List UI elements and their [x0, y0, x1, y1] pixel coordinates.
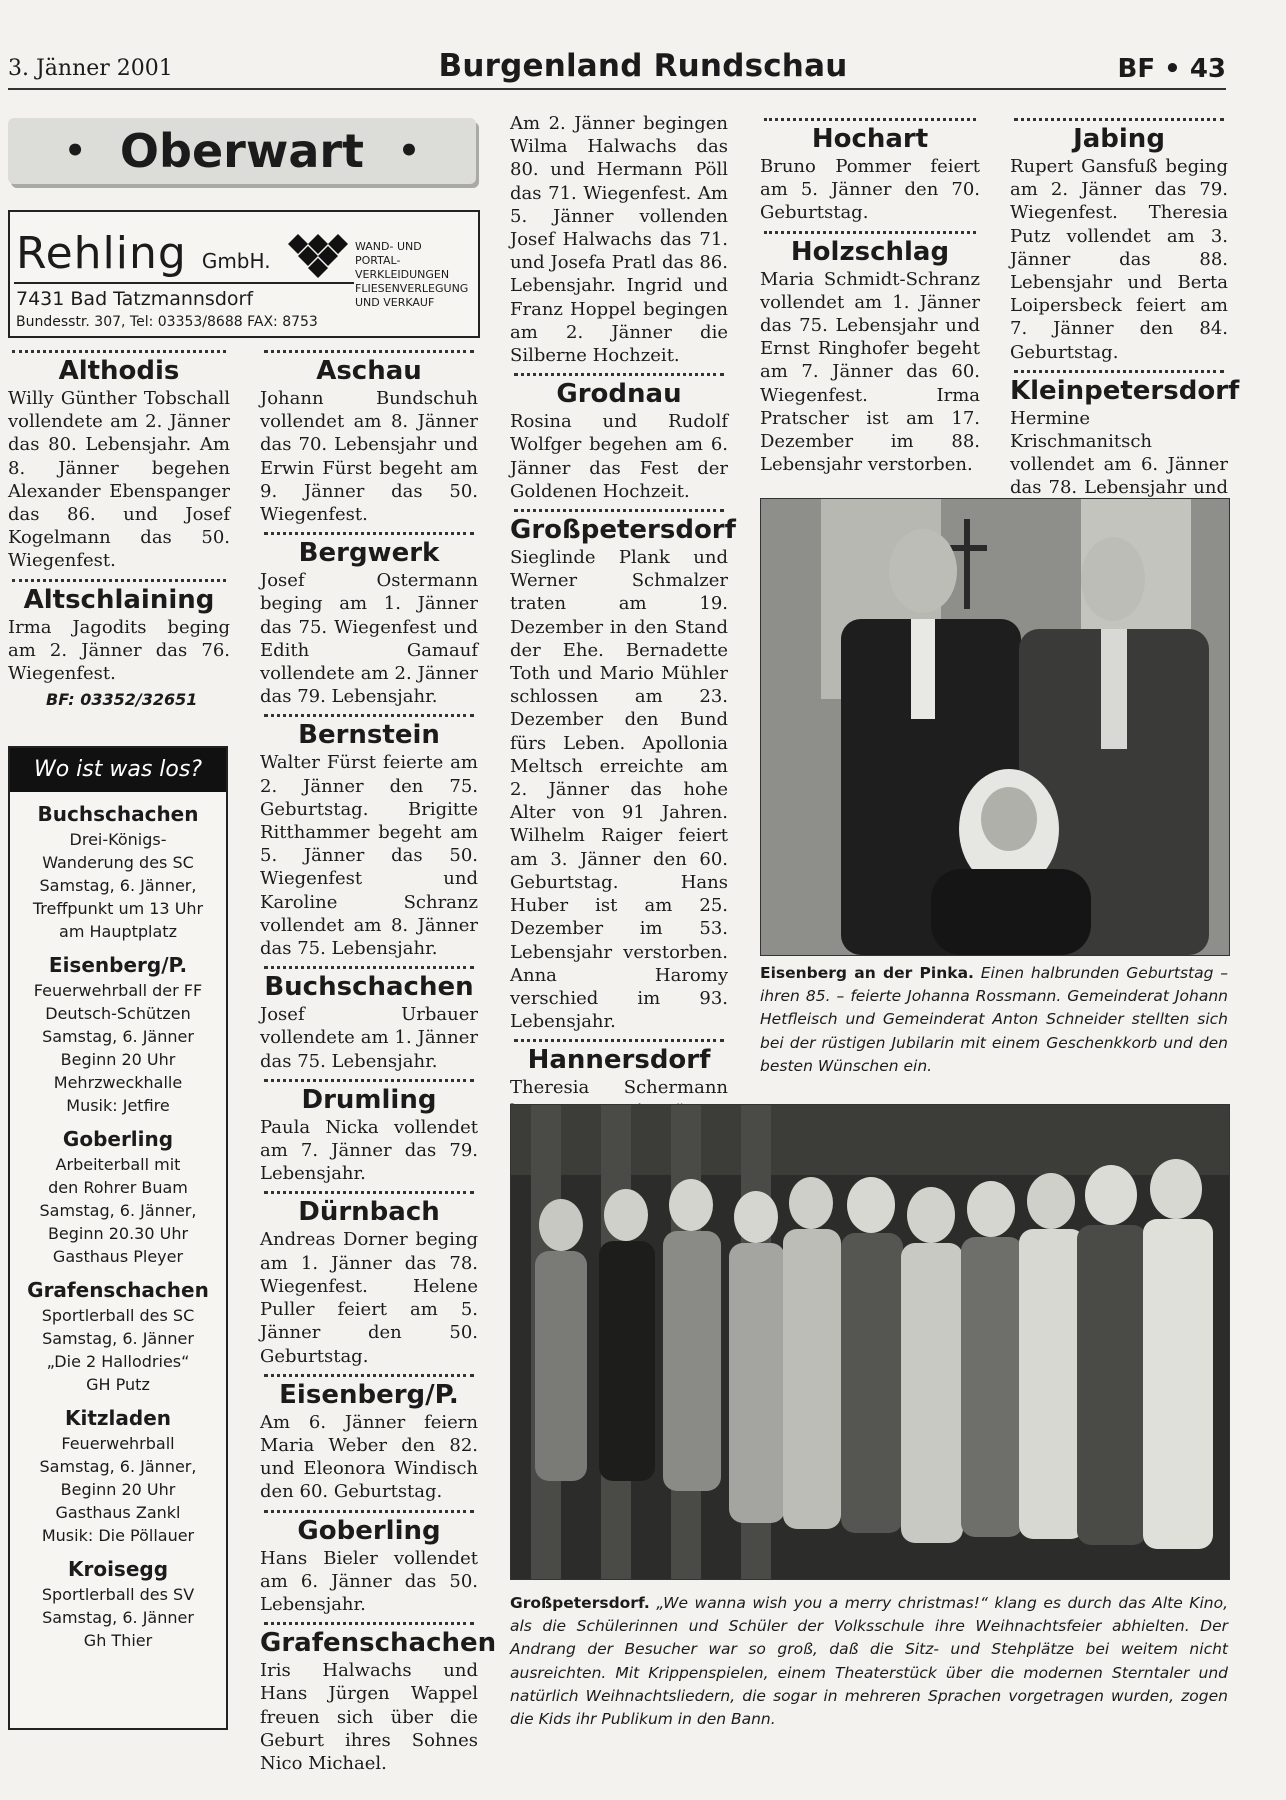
article-title: Bernstein — [298, 720, 440, 751]
dotted-divider — [264, 1191, 474, 1194]
event-detail: Samstag, 6. Jänner, — [39, 1201, 197, 1220]
column-2 — [260, 344, 497, 1775]
caption-text: Einen halbrunden Geburtstag – ihren 85. – feierte Johanna Rossmann. Gemeinderat Johann Hetfleisch und Gemeinderat Anton Schneider stellten sich bei der rüstigen Jubilarin mit einem Geschenkkorb und den besten Wünschen ein. — [760, 964, 1228, 1075]
article-title: Dürnbach — [298, 1197, 440, 1228]
dotted-divider — [514, 373, 724, 376]
event-detail: GH Putz — [86, 1375, 150, 1394]
column-3 — [510, 112, 736, 1146]
article-title: Eisenberg/P. — [279, 1379, 459, 1410]
dotted-divider — [12, 579, 226, 582]
event-detail: Wanderung des SC — [42, 853, 194, 872]
article-title: Buchschachen — [264, 972, 474, 1003]
event-item — [10, 951, 226, 1117]
dotted-divider — [514, 1039, 724, 1042]
article-grafenschachen — [260, 1622, 497, 1775]
article-body: Paula Nicka vollendet am 7. Jänner das 79. Lebensjahr. — [260, 1116, 478, 1185]
article-grodnau — [510, 373, 728, 503]
article-title: Althodis — [58, 356, 180, 386]
ad-services: WAND- UND PORTAL- VERKLEIDUNGEN FLIESENVERLEGUNG UND VERKAUF — [355, 240, 469, 309]
dotted-divider — [12, 350, 226, 353]
event-detail: Samstag, 6. Jänner — [42, 1329, 194, 1348]
article-title: Altschlaining — [23, 584, 215, 615]
caption-lead: Großpetersdorf. — [510, 1594, 650, 1612]
dotted-divider — [764, 231, 976, 234]
banner-bullet-right: • — [398, 131, 420, 171]
event-place: Eisenberg/P. — [48, 953, 188, 977]
article-body: Am 6. Jänner feiern Maria Weber den 82. und Eleonora Windisch den 60. Geburtstag. — [260, 1411, 478, 1503]
dotted-divider — [264, 350, 474, 353]
article-goberling — [260, 1510, 478, 1617]
dotted-divider — [264, 714, 474, 717]
event-detail: Arbeiterball mit — [55, 1155, 181, 1174]
article-aschau — [260, 350, 478, 526]
dotted-divider — [514, 509, 724, 512]
event-detail: Gasthaus Zankl — [55, 1503, 181, 1522]
header-rule — [8, 88, 1226, 90]
article-title: Bergwerk — [298, 538, 440, 569]
choir-photo-image — [511, 1105, 1229, 1579]
caption-birthday — [760, 962, 1228, 1078]
article-title: Holzschlag — [790, 236, 950, 267]
article-hochart — [760, 118, 980, 225]
event-detail: „Die 2 Hallodries“ — [46, 1352, 190, 1371]
event-detail: den Rohrer Buam — [48, 1178, 188, 1197]
article-title: Großpetersdorf — [510, 515, 736, 546]
article-body: Walter Fürst feierte am 2. Jänner den 75. Geburtstag. Brigitte Ritthammer begeht am 5. Jänner das 50. Wiegenfest und Karoline Schranz vollendet am 8. Jänner das 75. Lebensjahr. — [260, 752, 478, 960]
event-detail: Sportlerball des SV — [41, 1585, 195, 1604]
event-place: Kroisegg — [67, 1557, 169, 1581]
article-body: Bruno Pommer feiert am 5. Jänner den 70. Geburtstag. — [760, 156, 980, 224]
article-bergwerk — [260, 532, 478, 708]
article-body: Andreas Dorner beging am 1. Jänner das 78. Wiegenfest. Helene Puller feiert am 5. Jänner den 50. Geburtstag. — [260, 1229, 478, 1367]
article-dürnbach — [260, 1191, 478, 1367]
banner-title: Oberwart — [119, 124, 365, 178]
event-place: Grafenschachen — [27, 1278, 209, 1302]
event-item — [10, 1404, 226, 1547]
event-detail: Musik: Die Pöllauer — [41, 1526, 195, 1545]
birthday-photo-image — [761, 499, 1229, 955]
event-item — [10, 1276, 226, 1396]
article-body: Josef Urbauer vollendete am 1. Jänner das 75. Lebensjahr. — [260, 1004, 478, 1072]
event-detail: Treffpunkt um 13 Uhr — [32, 899, 204, 918]
article-title: Goberling — [297, 1515, 441, 1546]
article-body: Theresia Schermann — [510, 1077, 728, 1099]
event-place: Kitzladen — [64, 1406, 172, 1430]
article-altschlaining — [8, 579, 230, 686]
event-place: Goberling — [62, 1127, 174, 1151]
event-detail: Feuerwehrball der FF — [33, 981, 203, 1000]
article-buchschachen — [260, 966, 478, 1073]
article-body: Maria Schmidt-Schranz vollendet am 1. Jänner das 75. Lebensjahr und Ernst Ringhofer begeht am 7. Jänner das 60. Wiegenfest. Irma Pratscher ist am 17. Dezember im 88. Lebensjahr verstorben. — [760, 268, 980, 476]
event-detail: Musik: Jetfire — [66, 1096, 170, 1115]
article-body-continued: Am 2. Jänner begingen Wilma Halwachs das 80. und Hermann Pöll das 71. Wiegenfest. Am 5. Jänner vollenden Josef Halwachs das 71. und Josefa Pratl das 86. Lebensjahr. Ingrid und Franz Hoppel begingen am 2. Jänner die Silberne Hochzeit. — [510, 113, 728, 367]
issue-date: 3. Jänner 2001 — [8, 56, 173, 81]
article-body: Johann Bundschuh vollendet am 8. Jänner das 70. Lebensjahr und Erwin Fürst begeht am 9. Jänner das 50. Wiegenfest. — [260, 388, 478, 526]
events-title: Wo ist was los? — [10, 748, 226, 792]
event-detail: Sportlerball des SC — [41, 1306, 195, 1325]
ad-address: Bundesstr. 307, Tel: 03353/8688 FAX: 8753 — [16, 314, 318, 330]
dotted-divider — [264, 966, 474, 969]
event-detail: Samstag, 6. Jänner, — [39, 1457, 197, 1476]
photo-birthday — [760, 498, 1230, 956]
rehling-advertisement — [8, 210, 480, 338]
phone-number: BF: 03352/32651 — [46, 690, 198, 709]
ad-divider — [14, 282, 354, 284]
photo-school-choir — [510, 1104, 1230, 1580]
event-detail: Mehrzweckhalle — [53, 1073, 183, 1092]
event-detail: Beginn 20 Uhr — [60, 1050, 176, 1069]
article-body: Rosina und Rudolf Wolfger begehen am 6. Jänner das Fest der Goldenen Hochzeit. — [510, 411, 728, 502]
ad-city: 7431 Bad Tatzmannsdorf — [16, 288, 254, 310]
article-body: Rupert Gansfuß beging am 2. Jänner das 79. Wiegenfest. Theresia Putz vollendet am 3. Jänner das 88. Lebensjahr und Berta Loipersbeck feiert am 7. Jänner den 84. Geburtstag. — [1010, 156, 1228, 363]
dotted-divider — [264, 1374, 474, 1377]
events-list — [10, 800, 226, 1652]
banner-bullet-left: • — [64, 131, 86, 171]
article-title: Jabing — [1073, 124, 1165, 154]
dotted-divider — [264, 532, 474, 535]
article-title: Kleinpetersdorf — [1010, 375, 1240, 406]
event-place: Buchschachen — [37, 802, 199, 826]
article-title: Grodnau — [556, 379, 682, 410]
dotted-divider — [264, 1510, 474, 1513]
article-body: Willy Günther Tobschall vollendete am 2. Jänner das 80. Lebensjahr. Am 8. Jänner begehen Alexander Ebenspanger das 86. und Josef Kogelmann das 50. Wiegenfest. — [8, 388, 230, 572]
article-drumling — [260, 1079, 478, 1186]
diamond-logo-icon — [288, 234, 348, 278]
event-item — [10, 800, 226, 943]
caption-text: „We wanna wish you a merry christmas!“ klang es durch das Alte Kino, als die Schülerinnen und Schüler der Volksschule ihre Weihnachtsfeier abhielten. Der Andrang der Besucher war so groß, daß die Sitz- und Stehplätze bei weitem nicht ausreichten. Mit Krippenspielen, einem Theaterstück über die modernen Sterntaler und natürlich Weihnachtsliedern, die sogar in mehreren Sprachen vorgetragen wurden, zogen die Kids ihr Publikum in den Bann. — [510, 1594, 1228, 1729]
ad-company-suffix: GmbH. — [201, 249, 271, 273]
article-title: Hannersdorf — [527, 1045, 711, 1076]
region-banner — [8, 118, 476, 184]
event-detail: Beginn 20 Uhr — [60, 1480, 176, 1499]
event-detail: Drei-Königs- — [69, 830, 167, 849]
article-eisenberg-p — [260, 1374, 478, 1504]
column-1 — [8, 344, 230, 685]
article-großpetersdorf — [510, 509, 736, 1033]
article-title: Grafenschachen — [260, 1628, 497, 1659]
article-holzschlag — [760, 231, 980, 477]
dotted-divider — [1014, 118, 1224, 121]
dotted-divider — [764, 118, 976, 121]
article-body: Sieglinde Plank und Werner Schmalzer traten am 19. Dezember in den Stand der Ehe. Bernadette Toth und Mario Mühler schlossen am 23. Dezember den Bund fürs Leben. Apollonia Meltsch erreichte am 2. Jänner das hohe Alter von 91 Jahren. Wilhelm Raiger feiert am 3. Jänner den 60. Geburtstag. Hans Huber ist am 25. Dezember im 53. Lebensjahr verstorben. Anna Haromy verschied im 93. Lebensjahr. — [510, 547, 728, 1033]
article-title: Hochart — [811, 124, 929, 154]
article-althodis — [8, 350, 230, 573]
events-box — [8, 746, 228, 1730]
article-bernstein — [260, 714, 478, 960]
event-detail: Gh Thier — [83, 1631, 153, 1650]
article-body: Josef Ostermann beging am 1. Jänner das 75. Wiegenfest und Edith Gamauf vollendete am 2. Jänner das 79. Lebensjahr. — [260, 570, 478, 708]
event-item — [10, 1125, 226, 1268]
article-body: Iris Halwachs und Hans Jürgen Wappel freuen sich über die Geburt ihres Sohnes Nico Michael. — [260, 1660, 478, 1774]
event-detail: Samstag, 6. Jänner — [42, 1027, 194, 1046]
event-detail: am Hauptplatz — [59, 922, 177, 941]
newspaper-title: Burgenland Rundschau — [438, 48, 848, 84]
article-body: Irma Jagodits beging am 2. Jänner das 76. Wiegenfest. — [8, 616, 230, 685]
caption-school-choir — [510, 1592, 1228, 1731]
event-detail: Feuerwehrball — [61, 1434, 175, 1453]
caption-lead: Eisenberg an der Pinka. — [760, 964, 974, 982]
article-body: Hans Bieler vollendet am 6. Jänner das 50. Lebensjahr. — [260, 1547, 478, 1615]
article-body: Hermine Krischmanitsch vollendet am 6. Jänner das 78. Lebensjahr und — [1010, 407, 1228, 499]
page-number: BF • 43 — [1117, 54, 1226, 84]
article-title: Drumling — [301, 1084, 437, 1115]
dotted-divider — [264, 1622, 474, 1625]
ad-company-name: Rehling GmbH. — [16, 228, 271, 279]
event-detail: Deutsch-Schützen — [45, 1004, 191, 1023]
dotted-divider — [264, 1079, 474, 1082]
event-item — [10, 1555, 226, 1652]
event-detail: Samstag, 6. Jänner — [42, 1608, 194, 1627]
column-5 — [1010, 112, 1240, 546]
column-4 — [760, 112, 980, 476]
event-detail: Samstag, 6. Jänner, — [39, 876, 197, 895]
article-title: Aschau — [316, 356, 422, 386]
article-jabing — [1010, 118, 1228, 364]
event-detail: Beginn 20.30 Uhr — [47, 1224, 189, 1243]
event-detail: Gasthaus Pleyer — [52, 1247, 184, 1266]
dotted-divider — [1014, 370, 1224, 373]
